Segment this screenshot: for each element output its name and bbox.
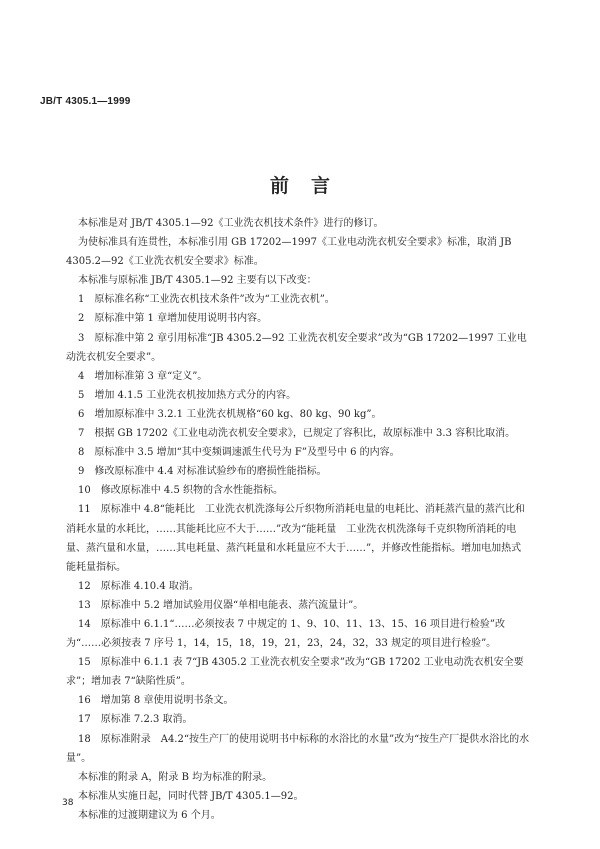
change-item-4: 4 增加标准第 3 章“定义”。	[78, 370, 208, 382]
change-item-1: 1 原标准名称“工业洗衣机技术条件”改为“工业洗衣机”。	[78, 294, 335, 306]
page-number: 38	[62, 798, 74, 808]
paragraph-replacement: 本标准从实施日起，同时代替 JB/T 4305.1—92。	[78, 790, 304, 802]
change-item-11: 11 原标准中 4.8“能耗比 工业洗衣机洗涤每公斤织物所消耗电量的电耗比、消耗蒸汽量的蒸汽比和消耗水量的水耗比，……其能耗比应不大于……”改为“能耗量 工业洗衣机洗涤每千克织物所消耗的电量、蒸汽量和水量，……其电耗量、蒸汽耗量和水耗量应不大于……”，并修改性能指标。增加电加热式能耗量指标。	[66, 504, 525, 573]
paragraph-intro: 本标准是对 JB/T 4305.1—92《工业洗衣机技术条件》进行的修订。	[78, 218, 384, 229]
change-item-17: 17 原标准 7.2.3 取消。	[78, 714, 193, 726]
change-item-15: 15 原标准中 6.1.1 表 7“JB 4305.2 工业洗衣机安全要求”改为“GB 17202 工业电动洗衣机安全要求”；增加表 7“缺陷性质”。	[66, 657, 524, 688]
document-body	[66, 214, 531, 825]
paragraph-reference: 为使标准具有连贯性，本标准引用 GB 17202—1997《工业电动洗衣机安全要求》标准，取消 JB 4305.2—92《工业洗衣机安全要求》标准。	[66, 237, 512, 268]
change-item-10: 10 修改原标准中 4.5 织物的含水性能指标。	[78, 485, 283, 497]
change-item-12: 12 原标准 4.10.4 取消。	[78, 580, 199, 592]
paragraph-appendix: 本标准的附录 A，附录 B 均为标准的附录。	[78, 771, 273, 783]
change-item-16: 16 增加第 8 章使用说明书条文。	[78, 695, 234, 707]
change-item-18: 18 原标准附录 A4.2“按生产厂的使用说明书中标称的水浴比的水量”改为“按生产厂提供水浴比的水量”。	[66, 733, 530, 764]
standard-number: JB/T 4305.1—1999	[40, 96, 131, 107]
change-item-5: 5 增加 4.1.5 工业洗衣机按加热方式分的内容。	[78, 389, 297, 401]
change-item-13: 13 原标准中 5.2 增加试验用仪器“单相电能表、蒸汽流量计”。	[78, 599, 364, 611]
paragraph-transition: 本标准的过渡期建议为 6 个月。	[78, 809, 221, 821]
change-item-3: 3 原标准中第 2 章引用标准“JB 4305.2—92 工业洗衣机安全要求”改为“GB 17202—1997 工业电动洗衣机安全要求”。	[66, 332, 527, 363]
change-item-8: 8 原标准中 3.5 增加“其中变频调速派生代号为 F”及型号中 6 的内容。	[78, 447, 400, 459]
change-item-2: 2 原标准中第 1 章增加使用说明书内容。	[78, 313, 268, 325]
page-title: 前言	[269, 175, 352, 197]
change-item-7: 7 根据 GB 17202《工业电动洗衣机安全要求》，已规定了容积比，故原标准中 3.3 容积比取消。	[78, 428, 516, 440]
change-item-9: 9 修改原标准中 4.4 对标准试验纱布的磨损性能指标。	[78, 466, 327, 478]
change-item-6: 6 增加原标准中 3.2.1 工业洗衣机规格“60 kg、80 kg、90 kg”。	[78, 408, 382, 420]
change-item-14: 14 原标准中 6.1.1“……必须按表 7 中规定的 1、9、10、11、13、15、16 项目进行检验”改为“……必须按表 7 序号 1，14，15，18，19，21，23，24，32，33 规定的项目进行检验”。	[66, 618, 505, 650]
paragraph-changes-intro: 本标准与原标准 JB/T 4305.1—92 主要有以下改变：	[78, 275, 317, 287]
